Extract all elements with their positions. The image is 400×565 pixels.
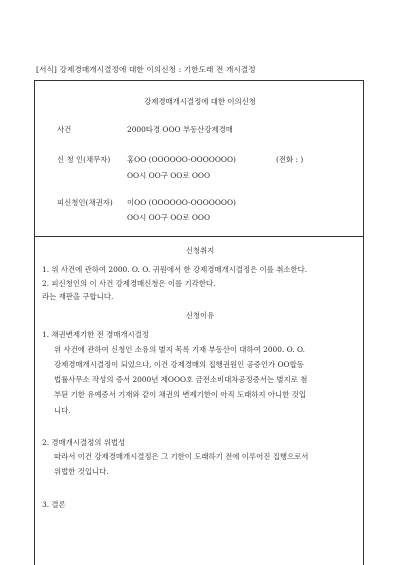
reason-line: 위법한 것입니다. xyxy=(54,467,109,476)
reason-line: 법률사무소 작성의 증서 2000년 제OOO호 금전소비대차공정증서는 별지로 첨 xyxy=(54,375,308,384)
case-label: 사건 xyxy=(57,125,72,134)
reason-line: 따라서 이건 강제경매개시결정은 그 기한이 도래하기 전에 이루어진 집행으로서 xyxy=(54,452,309,461)
reason-section-title: 2. 경매개시결정의 위법성 xyxy=(42,438,126,447)
reason-line: 위 사건에 관하여 신청인 소유의 별지 목록 기재 부동산이 대하여 2000. O. O. xyxy=(54,345,305,354)
section-divider xyxy=(35,236,363,237)
purpose-heading: 신청취지 xyxy=(185,246,215,255)
respondent-address: OO시 OO구 OO로 OOO xyxy=(127,213,210,222)
document-frame xyxy=(34,80,364,565)
reason-line: 부된 기한 유예증서 기재와 같이 채권의 변제기한이 아직 도래하지 아니한 것입 xyxy=(54,390,306,399)
reason-section-title: 3. 결론 xyxy=(42,500,66,509)
reasons-heading: 신청이유 xyxy=(185,311,215,320)
applicant-label: 신 청 인(채무자) xyxy=(57,155,111,164)
applicant-name: 홍OO (OOOOOO-OOOOOOO) xyxy=(127,155,236,164)
respondent-name: 이OO (OOOOOO-OOOOOOO) xyxy=(127,198,236,207)
purpose-line: 2. 피신청인의 이 사건 강제경매신청은 이를 기각한다. xyxy=(42,279,216,288)
applicant-address: OO시 OO구 OO로 OOO xyxy=(127,171,210,180)
reason-line: 니다. xyxy=(54,406,71,415)
document-caption: [서식] 강제경매개시결정에 대한 이의신청 : 기한도래 전 개시결정 xyxy=(36,65,256,74)
document-title: 강제경매개시결정에 대한 이의신청 xyxy=(144,97,256,106)
reason-section-title: 1. 채권변제기한 전 경매개시결정 xyxy=(42,330,149,339)
case-value: 2000타경 OOO 부동산강제경매 xyxy=(127,125,233,134)
respondent-label: 피신청인(채권자) xyxy=(57,198,113,207)
purpose-line: 1. 위 사건에 관하여 2000. O. O. 귀원에서 한 강제경매개시결정은 이를 취소한다. xyxy=(42,265,308,274)
purpose-line: 라는 재판을 구합니다. xyxy=(42,292,114,301)
applicant-phone: (전화 : ) xyxy=(276,155,304,164)
reason-line: 강제경매개시결정이 되었으나, 이건 강제경매의 집행권원인 공증인가 OO합동 xyxy=(54,360,304,369)
